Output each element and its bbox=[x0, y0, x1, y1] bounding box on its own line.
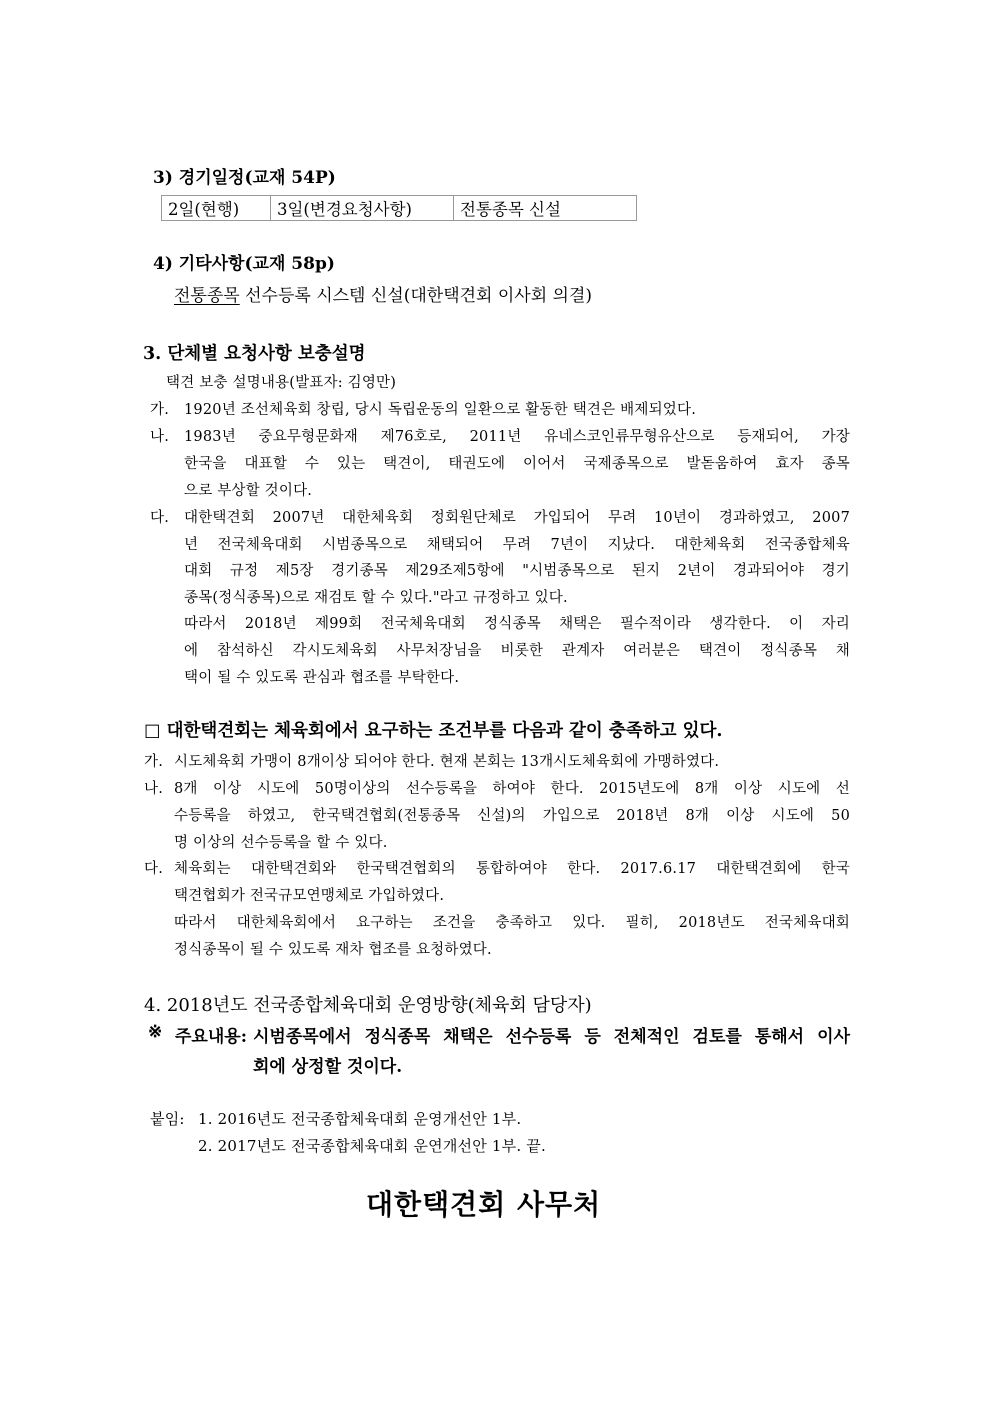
sec3-item-da-line: 따라서 2018년 제99회 전국체육대회 정식종목 채택은 필수적이라 생각한다. 이 자리 bbox=[184, 616, 850, 632]
sec3-item-na-line: 1983년 중요무형문화재 제76호로, 2011년 유네스코인류무형유산으로 등재되어, 가장 bbox=[184, 429, 850, 445]
sec3-item-da-line: 에 참석하신 각시도체육회 사무처장님을 비롯한 관계자 여러분은 택견이 정식종목 채 bbox=[184, 643, 850, 659]
misc-rest: 선수등록 시스템 신설(대한택견회 이사회 의결) bbox=[239, 286, 593, 306]
reference-mark: ※ bbox=[148, 1022, 163, 1042]
sec3-item-da-line: 택이 될 수 있도록 관심과 협조를 부탁한다. bbox=[184, 670, 460, 686]
sec3-item-ga-mark: 가. bbox=[150, 402, 170, 418]
sec3-item-na-line: 한국을 대표할 수 있는 택견이, 태권도에 이어서 국제종목으로 발돋움하여 효자 종목 bbox=[184, 456, 850, 472]
box-item-da-line: 택견협회가 전국규모연맹체로 가입하였다. bbox=[174, 888, 445, 904]
schedule-cell-requested: 3일(변경요청사항) bbox=[271, 196, 454, 221]
note-label: 주요내용: bbox=[175, 1027, 247, 1047]
misc-underlined: 전통종목 bbox=[174, 286, 240, 306]
schedule-cell-new: 전통종목 신설 bbox=[454, 196, 637, 221]
issuer-title: 대한택견회 사무처 bbox=[366, 1188, 602, 1221]
box-item-na-mark: 나. bbox=[144, 781, 164, 797]
box-item-da-mark: 다. bbox=[144, 861, 164, 877]
attachment-item: 1. 2016년도 전국종합체육대회 운영개선안 1부. bbox=[198, 1110, 522, 1128]
misc-line bbox=[174, 281, 592, 306]
sec3-item-na-mark: 나. bbox=[150, 429, 170, 445]
sec3-item-da-line: 대회 규정 제5장 경기종목 제29조제5항에 "시범종목으로 된지 2년이 경과되어야 경기 bbox=[184, 563, 850, 579]
schedule-cell-current: 2일(현행) bbox=[162, 196, 271, 221]
sec3-item-ga-line: 1920년 조선체육회 창립, 당시 독립운동의 일환으로 활동한 택견은 배제되었다. bbox=[184, 402, 696, 418]
sec3-item-na-line: 으로 부상할 것이다. bbox=[184, 483, 313, 499]
box-item-da-line: 따라서 대한체육회에서 요구하는 조건을 충족하고 있다. 필히, 2018년도 전국체육대회 bbox=[174, 915, 850, 931]
note-line: 회에 상정할 것이다. bbox=[253, 1057, 403, 1077]
box-item-na-line: 명 이상의 선수등록을 할 수 있다. bbox=[174, 835, 388, 851]
box-item-na-line: 수등록을 하였고, 한국택견협회(전통종목 신설)의 가입으로 2018년 8개 이상 시도에 50 bbox=[174, 808, 850, 824]
sec3-item-da-mark: 다. bbox=[150, 510, 170, 526]
schedule-heading: 3) 경기일정(교재 54P) bbox=[153, 168, 336, 188]
box-item-na-line: 8개 이상 시도에 50명이상의 선수등록을 하여야 한다. 2015년도에 8개 이상 시도에 선 bbox=[174, 781, 850, 797]
box-item-da-line: 체육회는 대한택견회와 한국택견협회의 통합하여야 한다. 2017.6.17 대한택견회에 한국 bbox=[174, 861, 850, 877]
attachments-label: 붙임: bbox=[150, 1110, 185, 1128]
sec3-item-da-line: 대한택견회 2007년 대한체육회 정회원단체로 가입되어 무려 10년이 경과하였고, 2007 bbox=[184, 510, 850, 526]
note-line: 시범종목에서 정식종목 채택은 선수등록 등 전체적인 검토를 통해서 이사 bbox=[253, 1027, 850, 1047]
box-item-ga-mark: 가. bbox=[144, 754, 164, 770]
sec3-item-da-line: 년 전국체육대회 시범종목으로 채택되어 무려 7년이 지났다. 대한체육회 전국종합체육 bbox=[184, 537, 850, 553]
attachment-item: 2. 2017년도 전국종합체육대회 운연개선안 1부. 끝. bbox=[198, 1137, 546, 1155]
sec3-item-da-line: 종목(정식종목)으로 재검토 할 수 있다."라고 규정하고 있다. bbox=[184, 590, 568, 606]
schedule-table bbox=[161, 195, 637, 221]
box-item-da-line: 정식종목이 될 수 있도록 재차 협조를 요청하였다. bbox=[174, 942, 492, 958]
section-3-intro: 택견 보충 설명내용(발표자: 김영만) bbox=[166, 375, 397, 391]
box-item-ga-line: 시도체육회 가맹이 8개이상 되어야 한다. 현재 본회는 13개시도체육회에 가맹하였다. bbox=[174, 754, 720, 770]
misc-heading: 4) 기타사항(교재 58p) bbox=[153, 254, 335, 274]
section-4-heading: 4. 2018년도 전국종합체육대회 운영방향(체육회 담당자) bbox=[144, 995, 592, 1016]
box-heading: □ 대한택견회는 체육회에서 요구하는 조건부를 다음과 같이 충족하고 있다. bbox=[144, 721, 723, 741]
section-3-heading: 3. 단체별 요청사항 보충설명 bbox=[143, 344, 366, 364]
